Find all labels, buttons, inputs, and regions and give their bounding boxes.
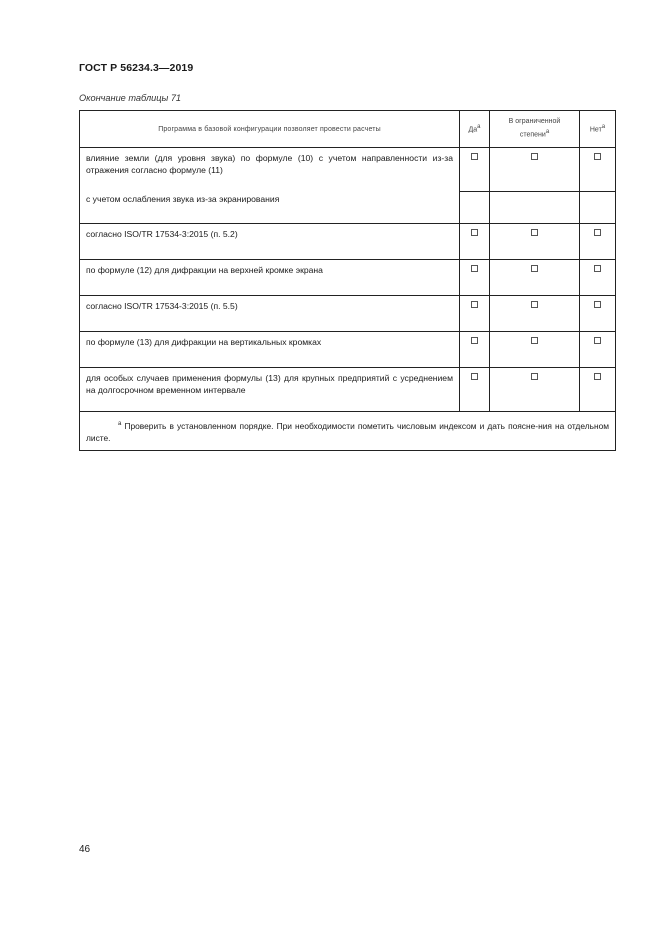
standard-title: ГОСТ Р 56234.3—2019: [79, 62, 194, 74]
no-checkbox[interactable]: [594, 301, 601, 308]
limited-checkbox[interactable]: [531, 337, 538, 344]
requirements-table: [79, 110, 616, 451]
limited-cell: [490, 368, 580, 412]
limited-cell: [490, 332, 580, 368]
yes-cell: [460, 368, 490, 412]
table-row: [80, 260, 616, 296]
no-cell: [580, 296, 616, 332]
no-cell: [580, 224, 616, 260]
row-text: с учетом ослабления звука из-за экранирования: [80, 191, 460, 224]
yes-cell: [460, 332, 490, 368]
yes-checkbox[interactable]: [471, 153, 478, 160]
column-header-no-label: Нет: [589, 126, 602, 134]
no-checkbox[interactable]: [594, 229, 601, 236]
empty-cell: [460, 191, 490, 224]
empty-cell: [490, 191, 580, 224]
table-row: [80, 332, 616, 368]
row-text: по формуле (13) для дифракции на вертикальных кромках: [80, 332, 460, 368]
column-header-no: [580, 111, 616, 148]
table-caption: Окончание таблицы 71: [79, 93, 182, 103]
limited-checkbox[interactable]: [531, 265, 538, 272]
row-text: согласно ISO/TR 17534-3:2015 (п. 5.5): [80, 296, 460, 332]
column-header-program: [80, 111, 460, 148]
footnote-mark: a: [118, 421, 122, 427]
row-text: согласно ISO/TR 17534-3:2015 (п. 5.2): [80, 224, 460, 260]
limited-checkbox[interactable]: [531, 301, 538, 308]
table-row: [80, 296, 616, 332]
column-header-limited-line1: В ограниченной: [508, 118, 561, 126]
yes-checkbox[interactable]: [471, 301, 478, 308]
table-footnote: [80, 412, 616, 451]
limited-cell: [490, 296, 580, 332]
table-row: [80, 191, 616, 224]
limited-cell: [490, 260, 580, 296]
footnote-row: [80, 412, 616, 451]
yes-checkbox[interactable]: [471, 265, 478, 272]
table-row: [80, 148, 616, 192]
column-header-yes: [460, 111, 490, 148]
no-cell: [580, 368, 616, 412]
yes-cell: [460, 260, 490, 296]
empty-cell: [580, 191, 616, 224]
row-text: по формуле (12) для дифракции на верхней кромке экрана: [80, 260, 460, 296]
limited-cell: [490, 148, 580, 192]
table-row: [80, 224, 616, 260]
yes-checkbox[interactable]: [471, 337, 478, 344]
footnote-text: Проверить в установленном порядке. При необходимости пометить числовым индексом и дать поясне-ния на отдельном листе.: [86, 420, 609, 443]
limited-cell: [490, 224, 580, 260]
column-header-limited-line2: степени: [519, 131, 546, 139]
column-header-limited: [490, 111, 580, 148]
limited-checkbox[interactable]: [531, 229, 538, 236]
yes-cell: [460, 148, 490, 192]
footnote-ref: a: [545, 129, 550, 136]
footnote-ref: a: [477, 124, 481, 131]
page-number: 46: [79, 844, 91, 855]
no-checkbox[interactable]: [594, 337, 601, 344]
no-cell: [580, 260, 616, 296]
column-header-program-label: Программа в базовой конфигурации позволяет провести расчеты: [158, 125, 381, 133]
no-cell: [580, 332, 616, 368]
no-checkbox[interactable]: [594, 153, 601, 160]
yes-checkbox[interactable]: [471, 373, 478, 380]
limited-checkbox[interactable]: [531, 153, 538, 160]
yes-checkbox[interactable]: [471, 229, 478, 236]
yes-cell: [460, 296, 490, 332]
row-text: влияние земли (для уровня звука) по формуле (10) с учетом направленности из-за отражения согласно формуле (11): [80, 148, 460, 192]
no-cell: [580, 148, 616, 192]
yes-cell: [460, 224, 490, 260]
footnote-ref: a: [601, 124, 606, 131]
limited-checkbox[interactable]: [531, 373, 538, 380]
no-checkbox[interactable]: [594, 373, 601, 380]
no-checkbox[interactable]: [594, 265, 601, 272]
table-row: [80, 368, 616, 412]
column-header-yes-label: Да: [468, 126, 478, 134]
table-header-row: [80, 111, 616, 148]
row-text: для особых случаев применения формулы (13) для крупных предприятий с усреднением на долгосрочном временном интервале: [80, 368, 460, 412]
